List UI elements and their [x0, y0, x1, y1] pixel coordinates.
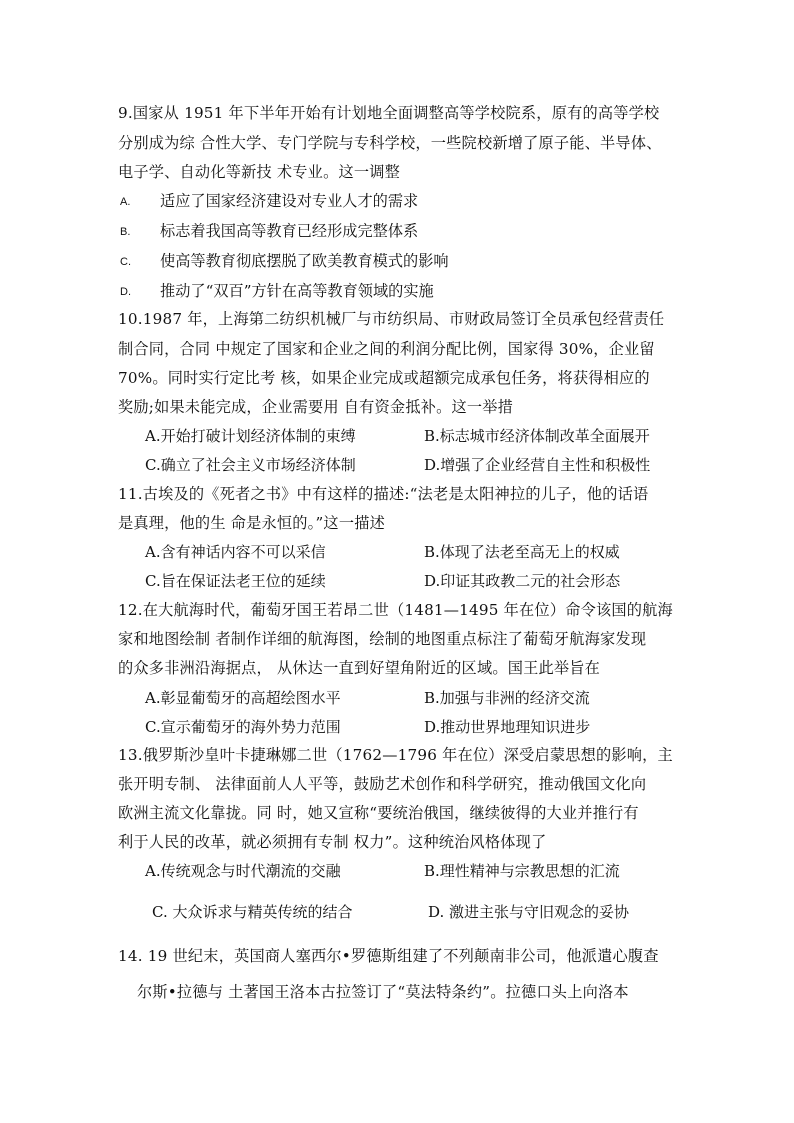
- option-text: 标志着我国高等教育已经形成完整体系: [160, 222, 419, 240]
- option-d: D.推动世界地理知识进步: [424, 718, 591, 736]
- option-b: B.标志城市经济体制改革全面展开: [424, 427, 650, 445]
- question-13-stem-line: 张开明专制、 法律面前人人平等，鼓励艺术创作和科学研究，推动俄国文化向: [118, 775, 647, 793]
- option-c: C.旨在保证法老王位的延续: [145, 572, 326, 590]
- question-13-stem-line: 欧洲主流文化靠拢。同 时，她又宣称“要统治俄国，继续彼得的大业并推行有: [118, 804, 639, 822]
- question-12-stem-line: 12.在大航海时代，葡萄牙国王若昂二世（1481—1495 年在位）命令该国的航海: [118, 601, 673, 619]
- question-9-stem-line: 分别成为综 合性大学、专门学院与专科学校，一些院校新增了原子能、半导体、: [118, 134, 662, 152]
- question-14-stem-line: 14. 19 世纪末，英国商人塞西尔•罗德斯组建了不列颠南非公司，他派遣心腹查: [118, 947, 659, 965]
- option-c: C.确立了社会主义市场经济体制: [145, 456, 356, 474]
- question-11-stem-line: 是真理，他的生 命是永恒的。”这一描述: [118, 514, 385, 532]
- question-10-stem-line: 奖励;如果未能完成，企业需要用 自有资金抵补。这一举措: [118, 398, 514, 416]
- option-letter: A.: [120, 196, 131, 208]
- question-11-stem-line: 11.古埃及的《死者之书》中有这样的描述:“法老是太阳神拉的儿子，他的话语: [118, 485, 649, 503]
- option-letter: B.: [120, 226, 131, 238]
- question-10-stem-line: 制合同，合同 中规定了国家和企业之间的利润分配比例，国家得 30%，企业留: [118, 340, 655, 358]
- question-10-stem-line: 10.1987 年，上海第二纺织机械厂与市纺织局、市财政局签订全员承包经营责任: [118, 310, 665, 328]
- option-c: C.宣示葡萄牙的海外势力范围: [145, 718, 341, 736]
- option-text: 使高等教育彻底摆脱了欧美教育模式的影响: [160, 252, 449, 270]
- option-text: 推动了“双百”方针在高等教育领域的实施: [160, 282, 434, 300]
- question-9-stem-line: 9.国家从 1951 年下半年开始有计划地全面调整高等学校院系，原有的高等学校: [118, 104, 660, 122]
- option-b: B.加强与非洲的经济交流: [424, 689, 590, 707]
- question-10-stem-line: 70%。同时实行定比考 核，如果企业完成或超额完成承包任务，将获得相应的: [118, 369, 650, 387]
- question-14-stem-line: 尔斯•拉德与 土著国王洛本古拉签订了“莫法特条约”。拉德口头上向洛本: [137, 983, 629, 1001]
- option-d: D. 激进主张与守旧观念的妥协: [428, 903, 630, 921]
- option-a: A.彰显葡萄牙的高超绘图水平: [145, 689, 341, 707]
- option-d: D.增强了企业经营自主性和积极性: [424, 456, 651, 474]
- option-text: 适应了国家经济建设对专业人才的需求: [160, 192, 419, 210]
- option-c: C. 大众诉求与精英传统的结合: [152, 903, 353, 921]
- option-b: B.体现了法老至高无上的权威: [424, 543, 620, 561]
- option-d: D.印证其政教二元的社会形态: [424, 572, 621, 590]
- question-13-stem-line: 13.俄罗斯沙皇叶卡捷琳娜二世（1762—1796 年在位）深受启蒙思想的影响，主: [118, 746, 673, 764]
- question-12-stem-line: 的众多非洲沿海据点， 从休达一直到好望角附近的区域。国王此举旨在: [118, 659, 601, 677]
- option-a: A.含有神话内容不可以采信: [145, 543, 326, 561]
- question-9-stem-line: 电子学、自动化等新技 术专业。这一调整: [118, 163, 401, 181]
- option-a: A.开始打破计划经济体制的束缚: [145, 427, 356, 445]
- option-b: B.理性精神与宗教思想的汇流: [424, 862, 620, 880]
- option-letter: D.: [120, 286, 131, 298]
- question-12-stem-line: 家和地图绘制 者制作详细的航海图，绘制的地图重点标注了葡萄牙航海家发现: [118, 630, 647, 648]
- option-letter: C.: [120, 256, 131, 268]
- question-13-stem-line: 利于人民的改革，就必须拥有专制 权力”。这种统治风格体现了: [118, 833, 547, 851]
- option-a: A.传统观念与时代潮流的交融: [145, 862, 341, 880]
